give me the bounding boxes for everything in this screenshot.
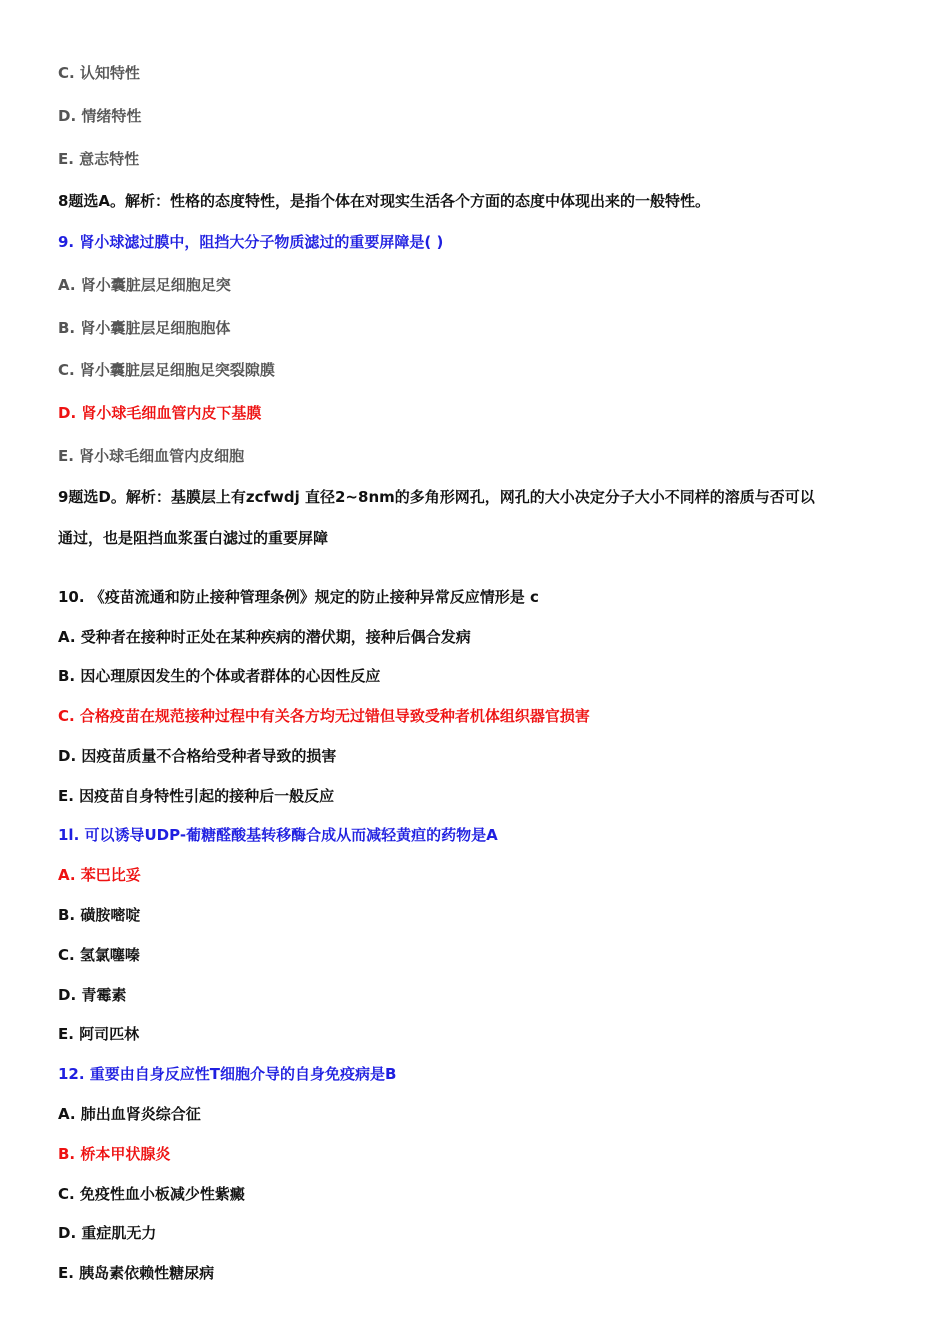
q9-explanation-line-2: 通过，也是阻挡血浆蛋白滤过的重要屏障 (58, 529, 329, 547)
q9-option-a: A. 肾小囊脏层足细胞足突 (58, 276, 231, 294)
q9-explanation-line-1: 9题选D。解析：基膜层上有zcfwdj 直径2~8nm的多角形网孔，网孔的大小决定分子大小不同样的溶质与否可以 (58, 488, 815, 506)
q8-option-d: D. 情绪特性 (58, 107, 142, 125)
q10-question: 10. 《疫苗流通和防止接种管理条例》规定的防止接种异常反应情形是 c (58, 588, 539, 606)
q9-option-b: B. 肾小囊脏层足细胞胞体 (58, 319, 231, 337)
q8-option-e: E. 意志特性 (58, 150, 140, 168)
q8-explanation: 8题选A。解析：性格的态度特性，是指个体在对现实生活各个方面的态度中体现出来的一般特性。 (58, 192, 711, 210)
q12-option-a: A. 肺出血肾炎综合征 (58, 1105, 201, 1123)
q11-option-e: E. 阿司匹林 (58, 1025, 140, 1043)
q12-option-c: C. 免疫性血小板减少性紫癜 (58, 1185, 245, 1203)
q10-option-d: D. 因疫苗质量不合格给受种者导致的损害 (58, 747, 337, 765)
q12-question: 12. 重要由自身反应性T细胞介导的自身免疫病是B (58, 1065, 397, 1083)
q9-question: 9. 肾小球滤过膜中，阻挡大分子物质滤过的重要屏障是( ) (58, 233, 444, 251)
q12-option-b-answer: B. 桥本甲状腺炎 (58, 1145, 171, 1163)
q10-option-b: B. 因心理原因发生的个体或者群体的心因性反应 (58, 667, 381, 685)
q10-option-e: E. 因疫苗自身特性引起的接种后一般反应 (58, 787, 335, 805)
q11-option-c: C. 氢氯噻嗪 (58, 946, 140, 964)
q11-option-d: D. 青霉素 (58, 986, 127, 1004)
q10-option-a: A. 受种者在接种时正处在某种疾病的潜伏期，接种后偶合发病 (58, 628, 471, 646)
q9-option-d-answer: D. 肾小球毛细血管内皮下基膜 (58, 404, 262, 422)
q12-option-e: E. 胰岛素依赖性糖尿病 (58, 1264, 215, 1282)
q8-option-c: C. 认知特性 (58, 64, 140, 82)
q11-option-a-answer: A. 苯巴比妥 (58, 866, 141, 884)
q12-option-d: D. 重症肌无力 (58, 1224, 157, 1242)
q11-option-b: B. 磺胺嘧啶 (58, 906, 141, 924)
q11-question: 1l. 可以诱导UDP-葡糖醛酸基转移酶合成从而减轻黄疸的药物是A (58, 826, 498, 844)
q9-option-e: E. 肾小球毛细血管内皮细胞 (58, 447, 245, 465)
q9-option-c: C. 肾小囊脏层足细胞足突裂隙膜 (58, 361, 275, 379)
q10-option-c-answer: C. 合格疫苗在规范接种过程中有关各方均无过错但导致受种者机体组织器官损害 (58, 707, 590, 725)
